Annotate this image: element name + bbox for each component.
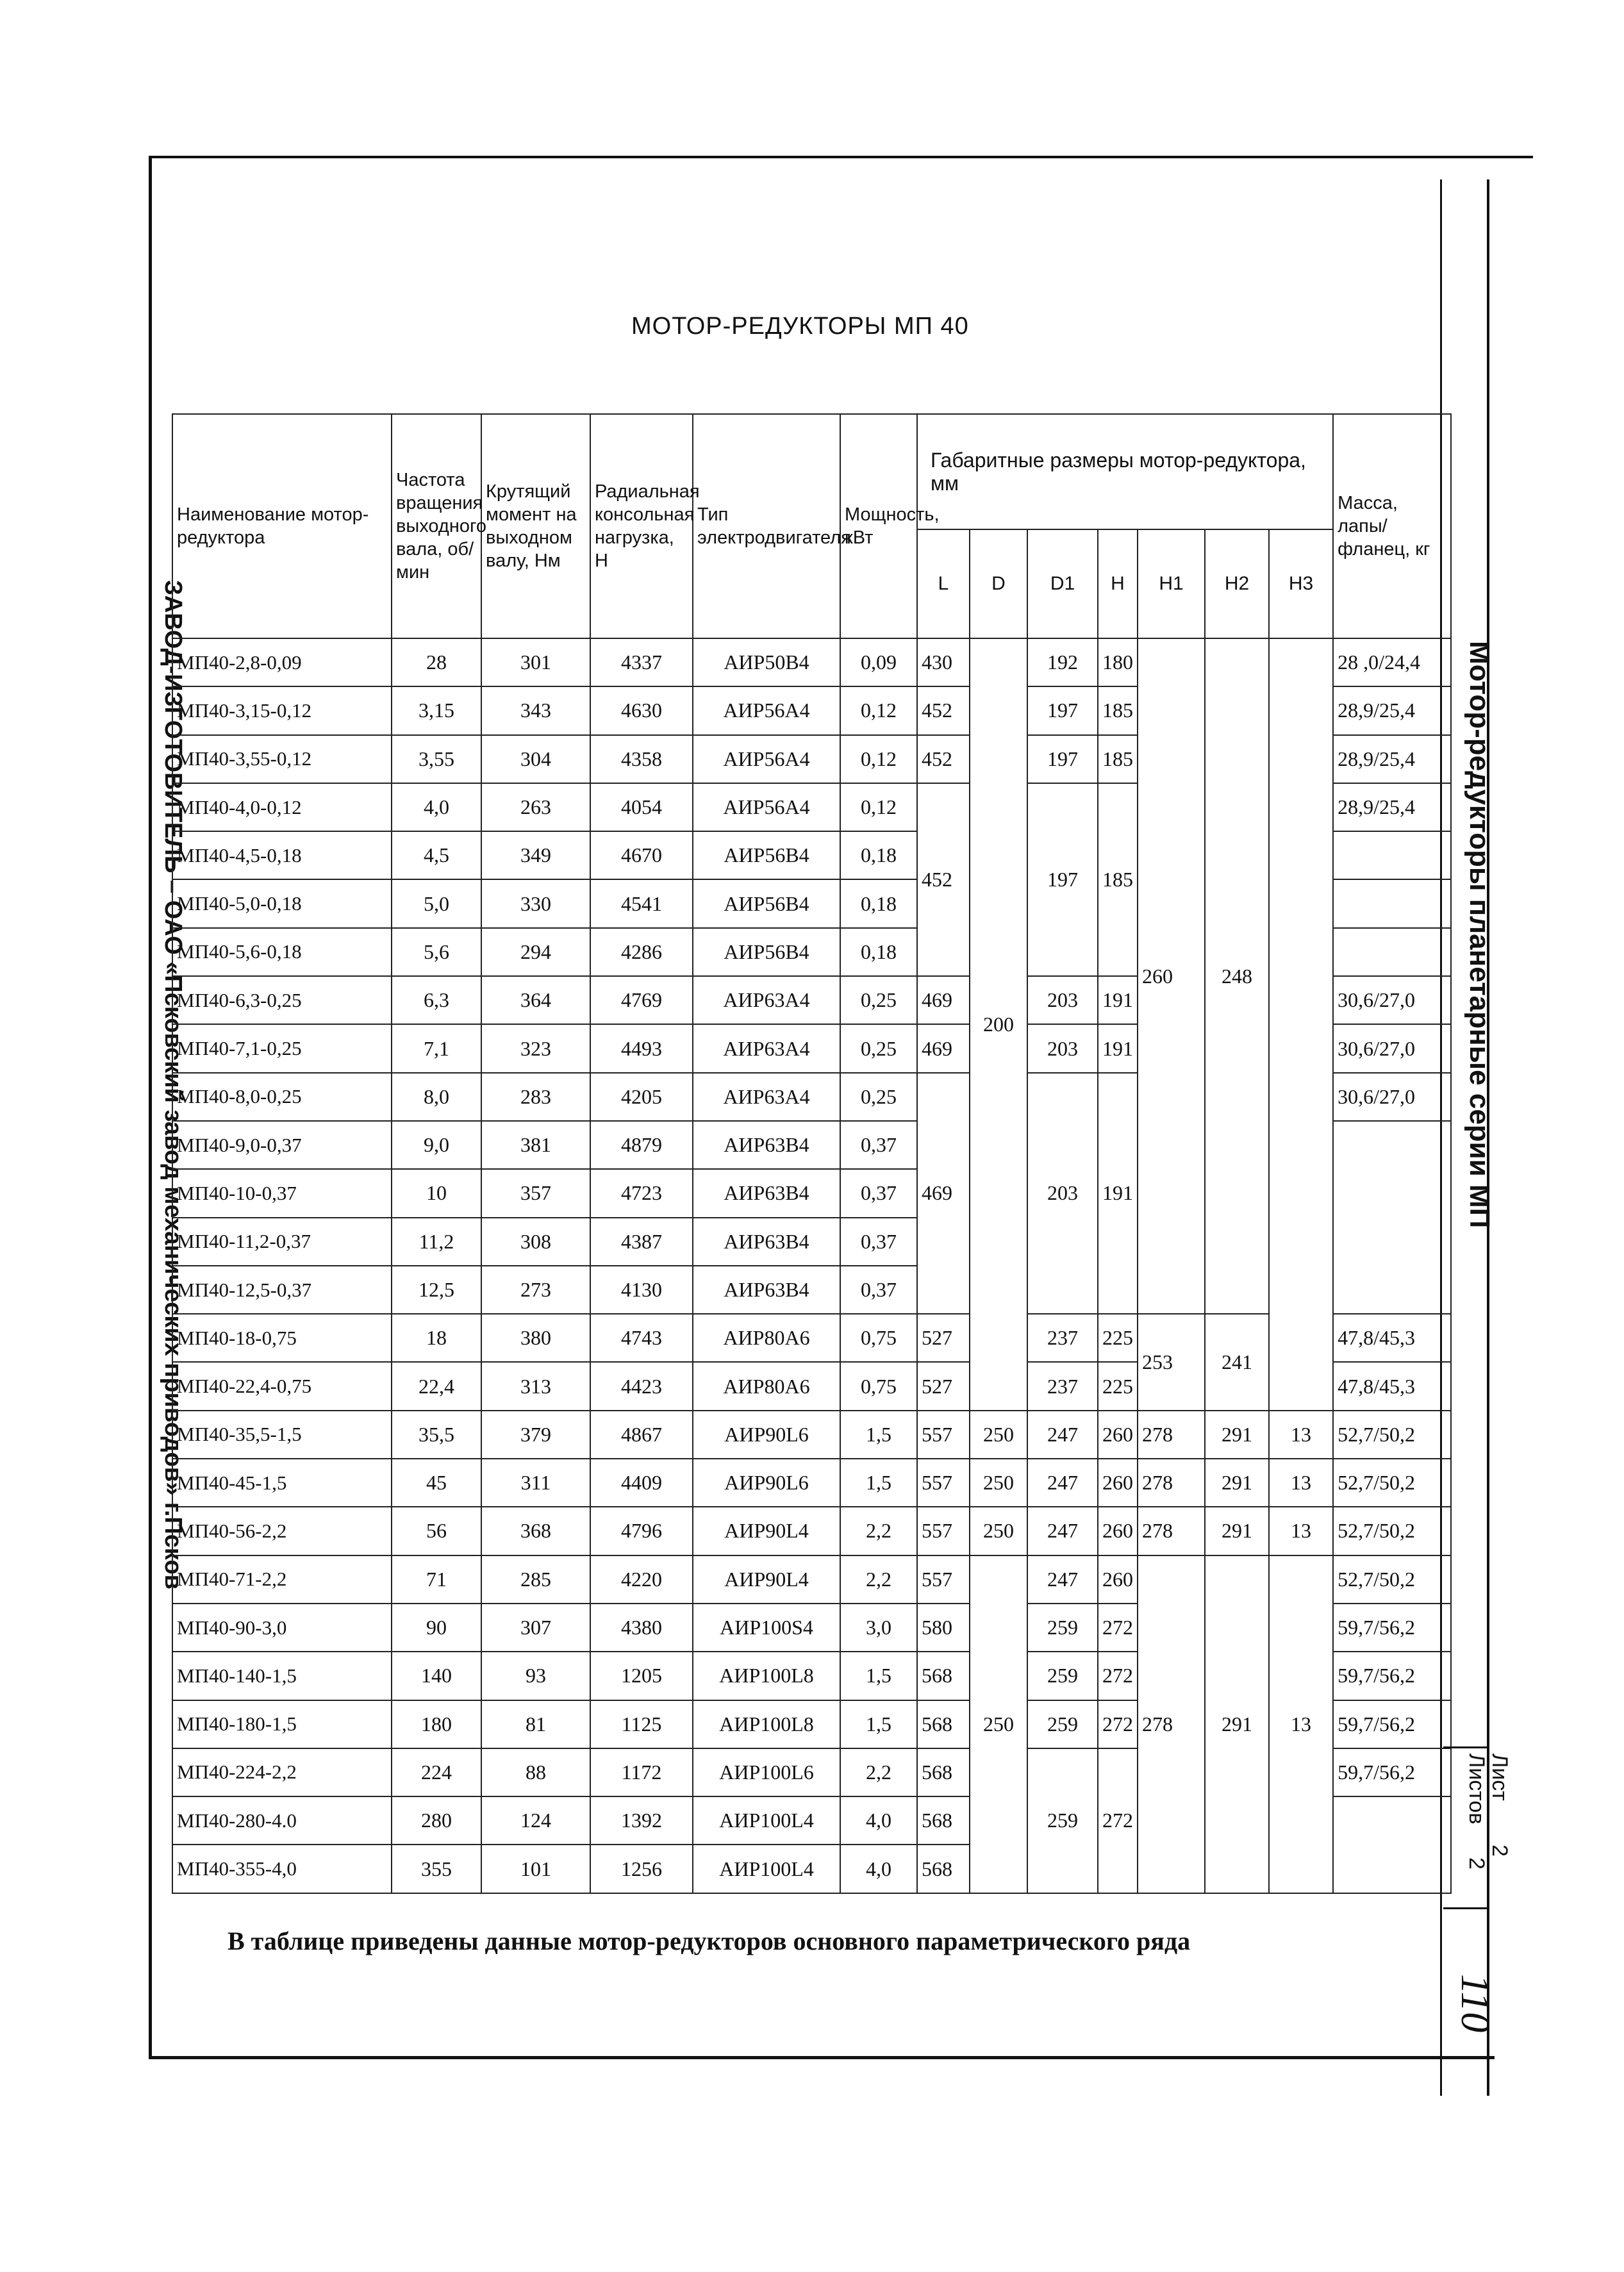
cell-name: МП40-4,0-0,12 (172, 783, 392, 831)
cell-freq: 18 (392, 1314, 481, 1362)
header-dim-D: D (970, 529, 1027, 638)
cell-load: 4493 (590, 1024, 693, 1072)
sheet-label: Лист (1487, 1754, 1512, 1801)
cell-h1: 278 (1138, 1459, 1205, 1507)
cell-motor: АИР63В4 (693, 1169, 840, 1217)
table-row (172, 638, 1451, 686)
page-title: МОТОР-РЕДУКТОРЫ МП 40 (631, 313, 969, 340)
sheet-stamp (1443, 1746, 1512, 1909)
merged-cell-d: 200 (970, 638, 1027, 1411)
cell-l: 452 (917, 686, 970, 734)
cell-l: 568 (917, 1845, 970, 1893)
cell-h: 272 (1098, 1700, 1138, 1748)
cell-l: 557 (917, 1459, 970, 1507)
cell-freq: 90 (392, 1604, 481, 1652)
cell-power: 1,5 (840, 1459, 917, 1507)
cell-motor: АИР56В4 (693, 879, 840, 927)
cell-motor: АИР63В4 (693, 1266, 840, 1314)
cell-h2: 291 (1205, 1411, 1269, 1459)
cell-l: 527 (917, 1314, 970, 1362)
table-row (172, 1314, 1451, 1362)
cell-power: 0,12 (840, 686, 917, 734)
cell-d: 250 (970, 1507, 1027, 1555)
merged-cell-h3: 13 (1269, 1555, 1333, 1893)
cell-load: 4130 (590, 1266, 693, 1314)
cell-name: МП40-140-1,5 (172, 1652, 392, 1700)
cell-torque: 364 (481, 976, 590, 1024)
cell-mass (1333, 879, 1451, 927)
cell-torque: 294 (481, 928, 590, 976)
header-dim-H1: H1 (1138, 529, 1205, 638)
cell-torque: 101 (481, 1845, 590, 1893)
cell-motor: АИР63А4 (693, 1024, 840, 1072)
cell-h1: 278 (1138, 1411, 1205, 1459)
cell-motor: АИР100L4 (693, 1796, 840, 1845)
cell-load: 4054 (590, 783, 693, 831)
cell-d1: 192 (1027, 638, 1098, 686)
cell-freq: 280 (392, 1796, 481, 1845)
cell-name: МП40-4,5-0,18 (172, 831, 392, 879)
header-dim-L: L (917, 529, 970, 638)
cell-l: 469 (917, 1024, 970, 1072)
cell-motor: АИР90L4 (693, 1507, 840, 1555)
cell-motor: АИР100L6 (693, 1748, 840, 1796)
cell-motor: АИР56В4 (693, 928, 840, 976)
cell-power: 4,0 (840, 1796, 917, 1845)
cell-load: 1256 (590, 1845, 693, 1893)
cell-l: 568 (917, 1748, 970, 1796)
cell-power: 0,37 (840, 1266, 917, 1314)
merged-cell-d1: 197 (1027, 783, 1098, 976)
cell-d1: 247 (1027, 1507, 1098, 1555)
cell-l: 557 (917, 1555, 970, 1604)
cell-l: 568 (917, 1700, 970, 1748)
header-dim-H: H (1098, 529, 1138, 638)
cell-l: 430 (917, 638, 970, 686)
merged-cell-d1: 259 (1027, 1748, 1098, 1893)
cell-d: 250 (970, 1459, 1027, 1507)
cell-mass (1333, 928, 1451, 976)
cell-freq: 180 (392, 1700, 481, 1748)
cell-motor: АИР100L4 (693, 1845, 840, 1893)
cell-h: 260 (1098, 1411, 1138, 1459)
cell-mass: 52,7/50,2 (1333, 1459, 1451, 1507)
cell-name: МП40-71-2,2 (172, 1555, 392, 1604)
cell-torque: 301 (481, 638, 590, 686)
cell-motor: АИР90L4 (693, 1555, 840, 1604)
cell-freq: 35,5 (392, 1411, 481, 1459)
cell-torque: 323 (481, 1024, 590, 1072)
cell-power: 1,5 (840, 1700, 917, 1748)
cell-mass: 59,7/56,2 (1333, 1700, 1451, 1748)
merged-cell-l: 452 (917, 783, 970, 976)
cell-h: 180 (1098, 638, 1138, 686)
cell-freq: 22,4 (392, 1362, 481, 1410)
header-mass: Масса, лапы/фланец, кг (1333, 414, 1451, 638)
cell-power: 0,37 (840, 1121, 917, 1169)
cell-power: 0,18 (840, 879, 917, 927)
cell-name: МП40-10-0,37 (172, 1169, 392, 1217)
cell-power: 1,5 (840, 1652, 917, 1700)
cell-h3: 13 (1269, 1507, 1333, 1555)
merged-cell-l: 469 (917, 1073, 970, 1314)
cell-motor: АИР63В4 (693, 1218, 840, 1266)
cell-torque: 343 (481, 686, 590, 734)
cell-mass: 28,9/25,4 (1333, 783, 1451, 831)
cell-motor: АИР80А6 (693, 1362, 840, 1410)
cell-load: 4423 (590, 1362, 693, 1410)
cell-name: МП40-6,3-0,25 (172, 976, 392, 1024)
cell-h: 185 (1098, 686, 1138, 734)
table-row (172, 1555, 1451, 1604)
cell-torque: 368 (481, 1507, 590, 1555)
cell-name: МП40-224-2,2 (172, 1748, 392, 1796)
cell-name: МП40-45-1,5 (172, 1459, 392, 1507)
cell-l: 557 (917, 1411, 970, 1459)
cell-torque: 263 (481, 783, 590, 831)
cell-load: 4358 (590, 735, 693, 783)
cell-name: МП40-9,0-0,37 (172, 1121, 392, 1169)
header-motor: Тип электродвигателя (693, 414, 840, 638)
cell-mass (1333, 1121, 1451, 1314)
cell-power: 2,2 (840, 1507, 917, 1555)
cell-motor: АИР100L8 (693, 1652, 840, 1700)
header-load: Радиальная консольная нагрузка, Н (590, 414, 693, 638)
cell-name: МП40-22,4-0,75 (172, 1362, 392, 1410)
cell-freq: 8,0 (392, 1073, 481, 1121)
cell-torque: 349 (481, 831, 590, 879)
cell-h: 260 (1098, 1555, 1138, 1604)
cell-l: 527 (917, 1362, 970, 1410)
cell-name: МП40-7,1-0,25 (172, 1024, 392, 1072)
merged-cell-h1: 253 (1138, 1314, 1205, 1411)
cell-d: 250 (970, 1411, 1027, 1459)
cell-motor: АИР56В4 (693, 831, 840, 879)
cell-load: 4796 (590, 1507, 693, 1555)
cell-d1: 197 (1027, 686, 1098, 734)
cell-motor: АИР50В4 (693, 638, 840, 686)
cell-h: 272 (1098, 1652, 1138, 1700)
cell-mass (1333, 831, 1451, 879)
cell-l: 568 (917, 1796, 970, 1845)
sheets-value: 2 (1464, 1857, 1489, 1870)
cell-name: МП40-280-4.0 (172, 1796, 392, 1845)
cell-l: 580 (917, 1604, 970, 1652)
cell-power: 0,75 (840, 1362, 917, 1410)
cell-h1: 278 (1138, 1507, 1205, 1555)
cell-mass: 28 ,0/24,4 (1333, 638, 1451, 686)
cell-h3: 13 (1269, 1459, 1333, 1507)
cell-torque: 357 (481, 1169, 590, 1217)
cell-mass: 47,8/45,3 (1333, 1314, 1451, 1362)
cell-mass: 52,7/50,2 (1333, 1555, 1451, 1604)
header-torque: Крутящий момент на выходном валу, Нм (481, 414, 590, 638)
header-dim-H2: H2 (1205, 529, 1269, 638)
cell-l: 568 (917, 1652, 970, 1700)
cell-power: 0,37 (840, 1169, 917, 1217)
cell-torque: 93 (481, 1652, 590, 1700)
cell-mass: 52,7/50,2 (1333, 1411, 1451, 1459)
cell-freq: 45 (392, 1459, 481, 1507)
cell-torque: 285 (481, 1555, 590, 1604)
cell-load: 4380 (590, 1604, 693, 1652)
cell-d1: 203 (1027, 1024, 1098, 1072)
cell-freq: 12,5 (392, 1266, 481, 1314)
cell-mass (1333, 1796, 1451, 1893)
cell-freq: 140 (392, 1652, 481, 1700)
cell-motor: АИР80А6 (693, 1314, 840, 1362)
cell-torque: 380 (481, 1314, 590, 1362)
cell-torque: 313 (481, 1362, 590, 1410)
cell-name: МП40-2,8-0,09 (172, 638, 392, 686)
cell-motor: АИР56А4 (693, 735, 840, 783)
cell-freq: 3,55 (392, 735, 481, 783)
series-side-title: Мотор-редукторы планетарные серии МП (1464, 641, 1495, 1229)
cell-l: 452 (917, 735, 970, 783)
cell-d1: 237 (1027, 1362, 1098, 1410)
header-name: Наименование мотор-редуктора (172, 414, 392, 638)
cell-freq: 9,0 (392, 1121, 481, 1169)
cell-mass: 30,6/27,0 (1333, 976, 1451, 1024)
cell-freq: 5,6 (392, 928, 481, 976)
cell-name: МП40-90-3,0 (172, 1604, 392, 1652)
cell-freq: 4,0 (392, 783, 481, 831)
cell-power: 2,2 (840, 1748, 917, 1796)
cell-name: МП40-3,55-0,12 (172, 735, 392, 783)
cell-name: МП40-5,0-0,18 (172, 879, 392, 927)
cell-freq: 11,2 (392, 1218, 481, 1266)
cell-name: МП40-3,15-0,12 (172, 686, 392, 734)
cell-load: 4541 (590, 879, 693, 927)
merged-cell-d: 250 (970, 1555, 1027, 1893)
cell-d1: 259 (1027, 1700, 1098, 1748)
header-dims: Габаритные размеры мотор-редуктора, мм (917, 414, 1333, 529)
cell-power: 0,75 (840, 1314, 917, 1362)
cell-load: 4286 (590, 928, 693, 976)
cell-d1: 259 (1027, 1604, 1098, 1652)
cell-freq: 6,3 (392, 976, 481, 1024)
table-row (172, 1411, 1451, 1459)
cell-torque: 88 (481, 1748, 590, 1796)
cell-motor: АИР63А4 (693, 1073, 840, 1121)
merged-cell-h2: 248 (1205, 638, 1269, 1314)
frame-top-line (149, 156, 1533, 158)
cell-name: МП40-8,0-0,25 (172, 1073, 392, 1121)
cell-l: 469 (917, 976, 970, 1024)
cell-freq: 7,1 (392, 1024, 481, 1072)
cell-freq: 3,15 (392, 686, 481, 734)
cell-freq: 224 (392, 1748, 481, 1796)
cell-mass: 30,6/27,0 (1333, 1024, 1451, 1072)
cell-power: 0,12 (840, 735, 917, 783)
cell-torque: 304 (481, 735, 590, 783)
cell-torque: 330 (481, 879, 590, 927)
page-number: 110 (1453, 1974, 1498, 2033)
header-freq: Частота вращения выходного вала, об/мин (392, 414, 481, 638)
cell-name: МП40-12,5-0,37 (172, 1266, 392, 1314)
cell-motor: АИР63В4 (693, 1121, 840, 1169)
merged-cell-h2: 241 (1205, 1314, 1269, 1411)
cell-mass: 59,7/56,2 (1333, 1604, 1451, 1652)
cell-torque: 379 (481, 1411, 590, 1459)
cell-freq: 355 (392, 1845, 481, 1893)
cell-h3 (1269, 638, 1333, 1411)
merged-cell-h: 272 (1098, 1748, 1138, 1893)
cell-mass: 28,9/25,4 (1333, 686, 1451, 734)
cell-h3: 13 (1269, 1411, 1333, 1459)
merged-cell-h1: 260 (1138, 638, 1205, 1314)
cell-motor: АИР90L6 (693, 1411, 840, 1459)
cell-motor: АИР100L8 (693, 1700, 840, 1748)
cell-mass: 28,9/25,4 (1333, 735, 1451, 783)
cell-name: МП40-18-0,75 (172, 1314, 392, 1362)
cell-h: 191 (1098, 1024, 1138, 1072)
cell-mass: 59,7/56,2 (1333, 1748, 1451, 1796)
cell-mass: 52,7/50,2 (1333, 1507, 1451, 1555)
cell-name: МП40-180-1,5 (172, 1700, 392, 1748)
cell-motor: АИР90L6 (693, 1459, 840, 1507)
cell-h: 260 (1098, 1459, 1138, 1507)
cell-torque: 311 (481, 1459, 590, 1507)
merged-cell-d1: 203 (1027, 1073, 1098, 1314)
cell-freq: 56 (392, 1507, 481, 1555)
frame-left-line (149, 156, 152, 2059)
cell-load: 4630 (590, 686, 693, 734)
cell-load: 1125 (590, 1700, 693, 1748)
cell-power: 0,09 (840, 638, 917, 686)
header-power: Мощность, кВт (840, 414, 917, 638)
cell-d1: 247 (1027, 1555, 1098, 1604)
cell-torque: 81 (481, 1700, 590, 1748)
cell-power: 1,5 (840, 1411, 917, 1459)
cell-power: 0,37 (840, 1218, 917, 1266)
cell-d1: 237 (1027, 1314, 1098, 1362)
cell-h2: 291 (1205, 1507, 1269, 1555)
header-dim-D1: D1 (1027, 529, 1098, 638)
frame-bottom-line (149, 2056, 1495, 2059)
cell-load: 4867 (590, 1411, 693, 1459)
cell-motor: АИР56А4 (693, 783, 840, 831)
cell-torque: 308 (481, 1218, 590, 1266)
cell-power: 0,25 (840, 1024, 917, 1072)
cell-h: 225 (1098, 1362, 1138, 1410)
cell-d1: 247 (1027, 1459, 1098, 1507)
sheet-value: 2 (1487, 1845, 1512, 1857)
table-row (172, 1507, 1451, 1555)
cell-mass: 47,8/45,3 (1333, 1362, 1451, 1410)
cell-d1: 247 (1027, 1411, 1098, 1459)
merged-cell-h: 191 (1098, 1073, 1138, 1314)
cell-freq: 28 (392, 638, 481, 686)
cell-h: 260 (1098, 1507, 1138, 1555)
cell-name: МП40-5,6-0,18 (172, 928, 392, 976)
cell-freq: 71 (392, 1555, 481, 1604)
cell-torque: 283 (481, 1073, 590, 1121)
cell-h: 185 (1098, 735, 1138, 783)
table-body (172, 638, 1451, 1893)
cell-name: МП40-355-4,0 (172, 1845, 392, 1893)
cell-load: 4220 (590, 1555, 693, 1604)
cell-load: 1205 (590, 1652, 693, 1700)
footer-note: В таблице приведены данные мотор-редукторов основного параметрического ряда (228, 1927, 1191, 1955)
merged-cell-h2: 291 (1205, 1555, 1269, 1893)
cell-name: МП40-56-2,2 (172, 1507, 392, 1555)
header-dim-H3: H3 (1269, 529, 1333, 638)
cell-name: МП40-35,5-1,5 (172, 1411, 392, 1459)
cell-power: 3,0 (840, 1604, 917, 1652)
cell-load: 4205 (590, 1073, 693, 1121)
merged-cell-h: 185 (1098, 783, 1138, 976)
cell-load: 4769 (590, 976, 693, 1024)
cell-h2: 291 (1205, 1459, 1269, 1507)
cell-load: 4387 (590, 1218, 693, 1266)
cell-power: 0,18 (840, 928, 917, 976)
cell-freq: 5,0 (392, 879, 481, 927)
cell-d1: 197 (1027, 735, 1098, 783)
cell-torque: 381 (481, 1121, 590, 1169)
cell-load: 4743 (590, 1314, 693, 1362)
cell-power: 4,0 (840, 1845, 917, 1893)
cell-power: 2,2 (840, 1555, 917, 1604)
cell-d1: 203 (1027, 976, 1098, 1024)
cell-load: 4723 (590, 1169, 693, 1217)
cell-h: 272 (1098, 1604, 1138, 1652)
cell-load: 4337 (590, 638, 693, 686)
cell-load: 1392 (590, 1796, 693, 1845)
cell-load: 4409 (590, 1459, 693, 1507)
cell-mass: 30,6/27,0 (1333, 1073, 1451, 1121)
cell-h: 191 (1098, 976, 1138, 1024)
cell-h: 225 (1098, 1314, 1138, 1362)
cell-power: 0,12 (840, 783, 917, 831)
cell-torque: 273 (481, 1266, 590, 1314)
sheets-label: Листов (1464, 1754, 1489, 1825)
cell-power: 0,25 (840, 1073, 917, 1121)
table-row (172, 1459, 1451, 1507)
cell-freq: 10 (392, 1169, 481, 1217)
merged-cell-h1: 278 (1138, 1555, 1205, 1893)
cell-torque: 124 (481, 1796, 590, 1845)
cell-power: 0,25 (840, 976, 917, 1024)
cell-motor: АИР63А4 (693, 976, 840, 1024)
cell-name: МП40-11,2-0,37 (172, 1218, 392, 1266)
cell-load: 1172 (590, 1748, 693, 1796)
cell-power: 0,18 (840, 831, 917, 879)
manufacturer-side-text: ЗАВОД-ИЗГОТОВИТЕЛЬ – ОАО «Псковский завод механических приводов» г.Псков (160, 580, 186, 1590)
cell-motor: АИР56А4 (693, 686, 840, 734)
cell-d1: 259 (1027, 1652, 1098, 1700)
cell-mass: 59,7/56,2 (1333, 1652, 1451, 1700)
cell-motor: АИР100S4 (693, 1604, 840, 1652)
cell-load: 4879 (590, 1121, 693, 1169)
motor-reducer-table (172, 413, 1452, 1894)
cell-load: 4670 (590, 831, 693, 879)
cell-freq: 4,5 (392, 831, 481, 879)
cell-torque: 307 (481, 1604, 590, 1652)
cell-l: 557 (917, 1507, 970, 1555)
